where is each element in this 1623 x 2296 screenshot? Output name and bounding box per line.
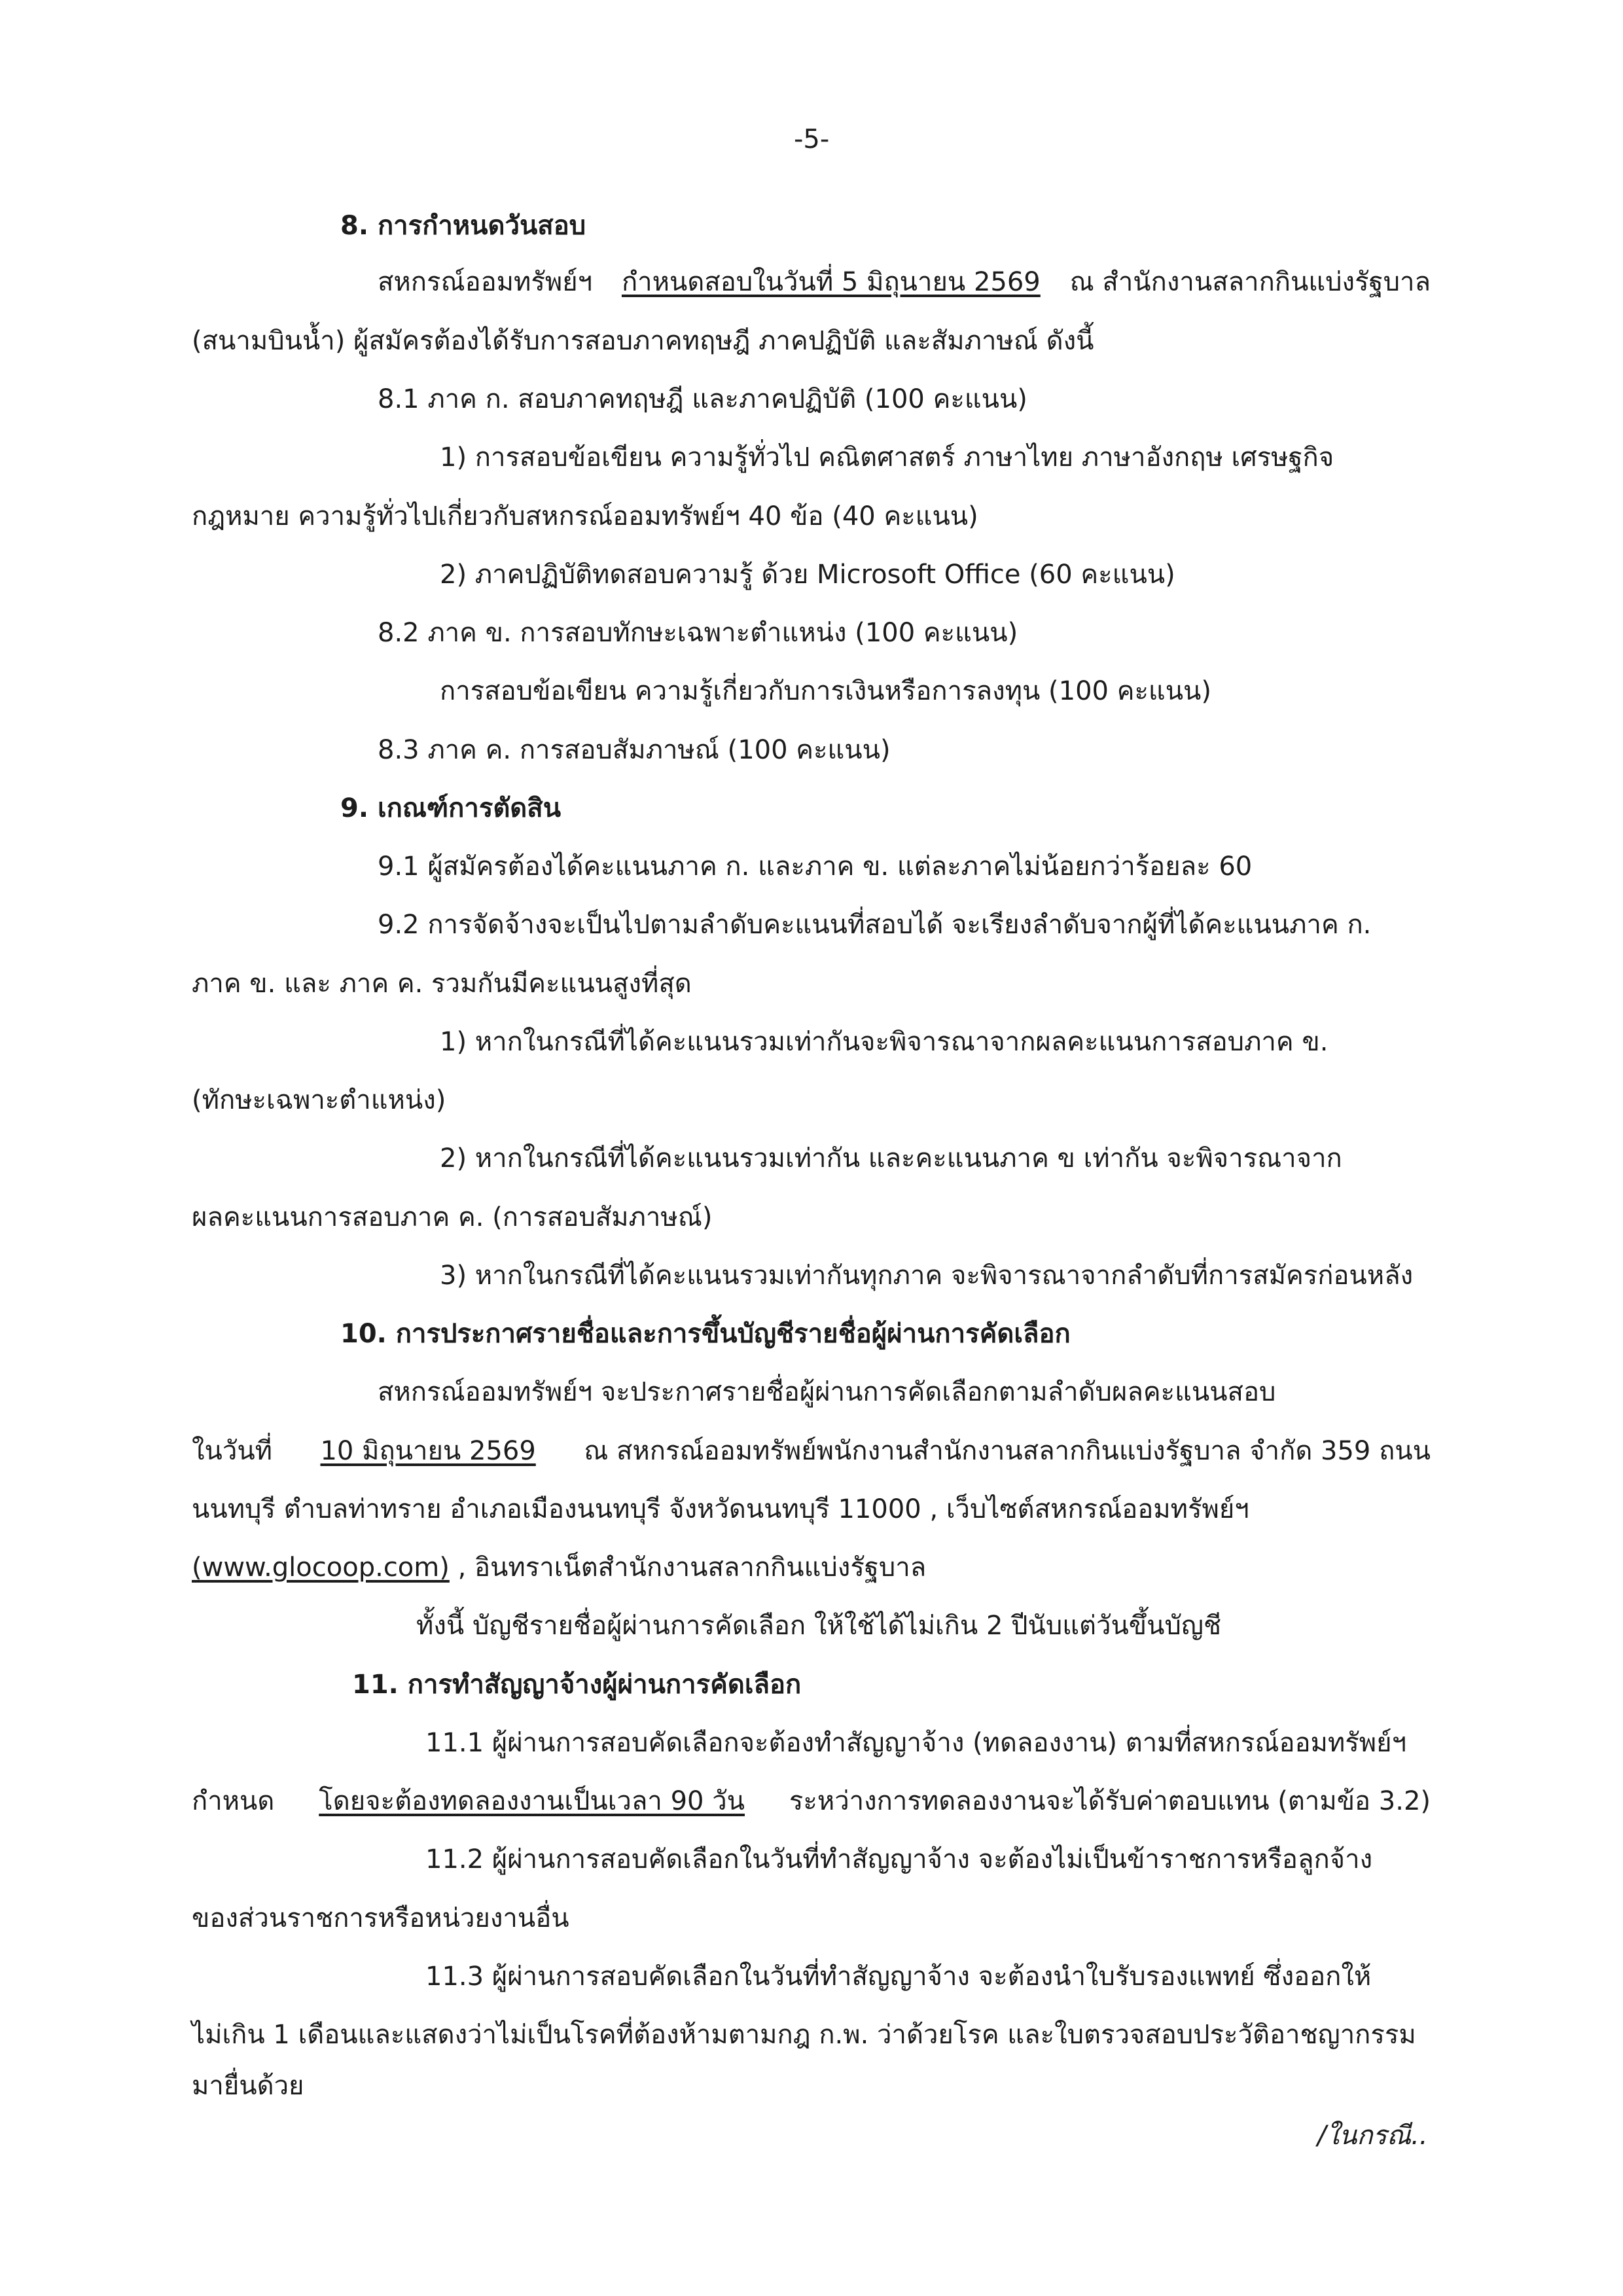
section-9-2-item-1-line-2: (ทักษะเฉพาะตำแหน่ง) (192, 1085, 446, 1115)
section-8-paragraph-line-1 (378, 264, 1431, 300)
section-10-paragraph-line-3: นนทบุรี ตำบลท่าทราย อำเภอเมืองนนทบุรี จังหวัดนนทบุรี 11000 , เว็บไซต์สหกรณ์ออมทรัพย์ฯ (192, 1494, 1249, 1524)
section-9-2-item-1-line-1: 1) หากในกรณีที่ได้คะแนนรวมเท่ากันจะพิจารณาจากผลคะแนนการสอบภาค ข. (440, 1027, 1329, 1057)
section-11-3-line-2: ไม่เกิน 1 เดือนและแสดงว่าไม่เป็นโรคที่ต้องห้ามตามกฎ ก.พ. ว่าด้วยโรค และใบตรวจสอบประวัติอาชญากรรม (192, 2020, 1416, 2050)
section-10-paragraph-line-2 (192, 1433, 1431, 1469)
text: ณ สำนักงานสลากกินแบ่งรัฐบาล (1069, 267, 1431, 297)
section-9-2-item-3: 3) หากในกรณีที่ได้คะแนนรวมเท่ากันทุกภาค จะพิจารณาจากลำดับที่การสมัครก่อนหลัง (440, 1261, 1414, 1291)
section-9-1: 9.1 ผู้สมัครต้องได้คะแนนภาค ก. และภาค ข. แต่ละภาคไม่น้อยกว่าร้อยละ 60 (378, 852, 1253, 882)
section-11-1-line-1: 11.1 ผู้ผ่านการสอบคัดเลือกจะต้องทำสัญญาจ้าง (ทดลองงาน) ตามที่สหกรณ์ออมทรัพย์ฯ (425, 1728, 1407, 1758)
section-8-2-subitem: การสอบข้อเขียน ความรู้เกี่ยวกับการเงินหรือการลงทุน (100 คะแนน) (440, 676, 1212, 706)
section-8-1-item-1-line-2: กฎหมาย ความรู้ทั่วไปเกี่ยวกับสหกรณ์ออมทรัพย์ฯ 40 ข้อ (40 คะแนน) (192, 501, 978, 531)
section-8-1-item-1-line-1: 1) การสอบข้อเขียน ความรู้ทั่วไป คณิตศาสตร์ ภาษาไทย ภาษาอังกฤษ เศรษฐกิจ (440, 442, 1334, 473)
section-11-3-line-3: มายื่นด้วย (192, 2071, 304, 2101)
section-9-heading: 9. เกณฑ์การตัดสิน (340, 793, 562, 823)
section-8-heading: 8. การกำหนดวันสอบ (340, 211, 586, 241)
section-11-heading: 11. การทำสัญญาจ้างผู้ผ่านการคัดเลือก (352, 1670, 802, 1700)
section-8-1-item-2: 2) ภาคปฏิบัติทดสอบความรู้ ด้วย Microsoft Office (60 คะแนน) (440, 560, 1175, 590)
continuation-mark: /ในกรณี.. (1317, 2121, 1428, 2151)
section-9-2-line-1: 9.2 การจัดจ้างจะเป็นไปตามลำดับคะแนนที่สอบได้ จะเรียงลำดับจากผู้ที่ได้คะแนนภาค ก. (378, 910, 1372, 940)
text: , อินทราเน็ตสำนักงานสลากกินแบ่งรัฐบาล (457, 1552, 927, 1583)
section-10-heading: 10. การประกาศรายชื่อและการขึ้นบัญชีรายชื่อผู้ผ่านการคัดเลือก (340, 1319, 1071, 1349)
text: ในวันที่ (192, 1436, 273, 1466)
section-9-2-line-2: ภาค ข. และ ภาค ค. รวมกันมีคะแนนสูงที่สุด (192, 969, 692, 999)
exam-date: กำหนดสอบในวันที่ 5 มิถุนายน 2569 (621, 267, 1041, 297)
section-8-2: 8.2 ภาค ข. การสอบทักษะเฉพาะตำแหน่ง (100 คะแนน) (378, 618, 1018, 648)
text: ณ สหกรณ์ออมทรัพย์พนักงานสำนักงานสลากกินแบ่งรัฐบาล จำกัด 359 ถนน (584, 1436, 1431, 1466)
probation-period: โดยจะต้องทดลองงานเป็นเวลา 90 วัน (319, 1786, 745, 1816)
page-number: -5- (794, 124, 830, 154)
section-9-2-item-2-line-1: 2) หากในกรณีที่ได้คะแนนรวมเท่ากัน และคะแนนภาค ข เท่ากัน จะพิจารณาจาก (440, 1143, 1342, 1174)
section-10-paragraph-line-1: สหกรณ์ออมทรัพย์ฯ จะประกาศรายชื่อผู้ผ่านการคัดเลือกตามลำดับผลคะแนนสอบ (378, 1377, 1276, 1407)
section-11-1-line-2 (192, 1784, 1431, 1819)
announcement-date: 10 มิถุนายน 2569 (320, 1436, 536, 1466)
section-11-2-line-1: 11.2 ผู้ผ่านการสอบคัดเลือกในวันที่ทำสัญญาจ้าง จะต้องไม่เป็นข้าราชการหรือลูกจ้าง (425, 1844, 1373, 1874)
section-8-3: 8.3 ภาค ค. การสอบสัมภาษณ์ (100 คะแนน) (378, 735, 891, 765)
section-8-1: 8.1 ภาค ก. สอบภาคทฤษฎี และภาคปฏิบัติ (100 คะแนน) (378, 384, 1027, 414)
text: ระหว่างการทดลองงานจะได้รับค่าตอบแทน (ตามข้อ 3.2) (789, 1786, 1431, 1816)
section-11-2-line-2: ของส่วนราชการหรือหน่วยงานอื่น (192, 1903, 569, 1933)
section-9-2-item-2-line-2: ผลคะแนนการสอบภาค ค. (การสอบสัมภาษณ์) (192, 1202, 713, 1232)
section-8-paragraph-line-2: (สนามบินน้ำ) ผู้สมัครต้องได้รับการสอบภาคทฤษฎี ภาคปฏิบัติ และสัมภาษณ์ ดังนี้ (192, 326, 1094, 356)
text: กำหนด (192, 1786, 275, 1816)
section-11-3-line-1: 11.3 ผู้ผ่านการสอบคัดเลือกในวันที่ทำสัญญาจ้าง จะต้องนำใบรับรองแพทย์ ซึ่งออกให้ (425, 1962, 1372, 1992)
website-link[interactable]: (www.glocoop.com) (192, 1552, 450, 1583)
section-10-paragraph-2: ทั้งนี้ บัญชีรายชื่อผู้ผ่านการคัดเลือก ให้ใช้ได้ไม่เกิน 2 ปีนับแต่วันขึ้นบัญชี (416, 1611, 1222, 1641)
section-10-paragraph-line-4 (192, 1550, 926, 1585)
text: สหกรณ์ออมทรัพย์ฯ (378, 267, 593, 297)
